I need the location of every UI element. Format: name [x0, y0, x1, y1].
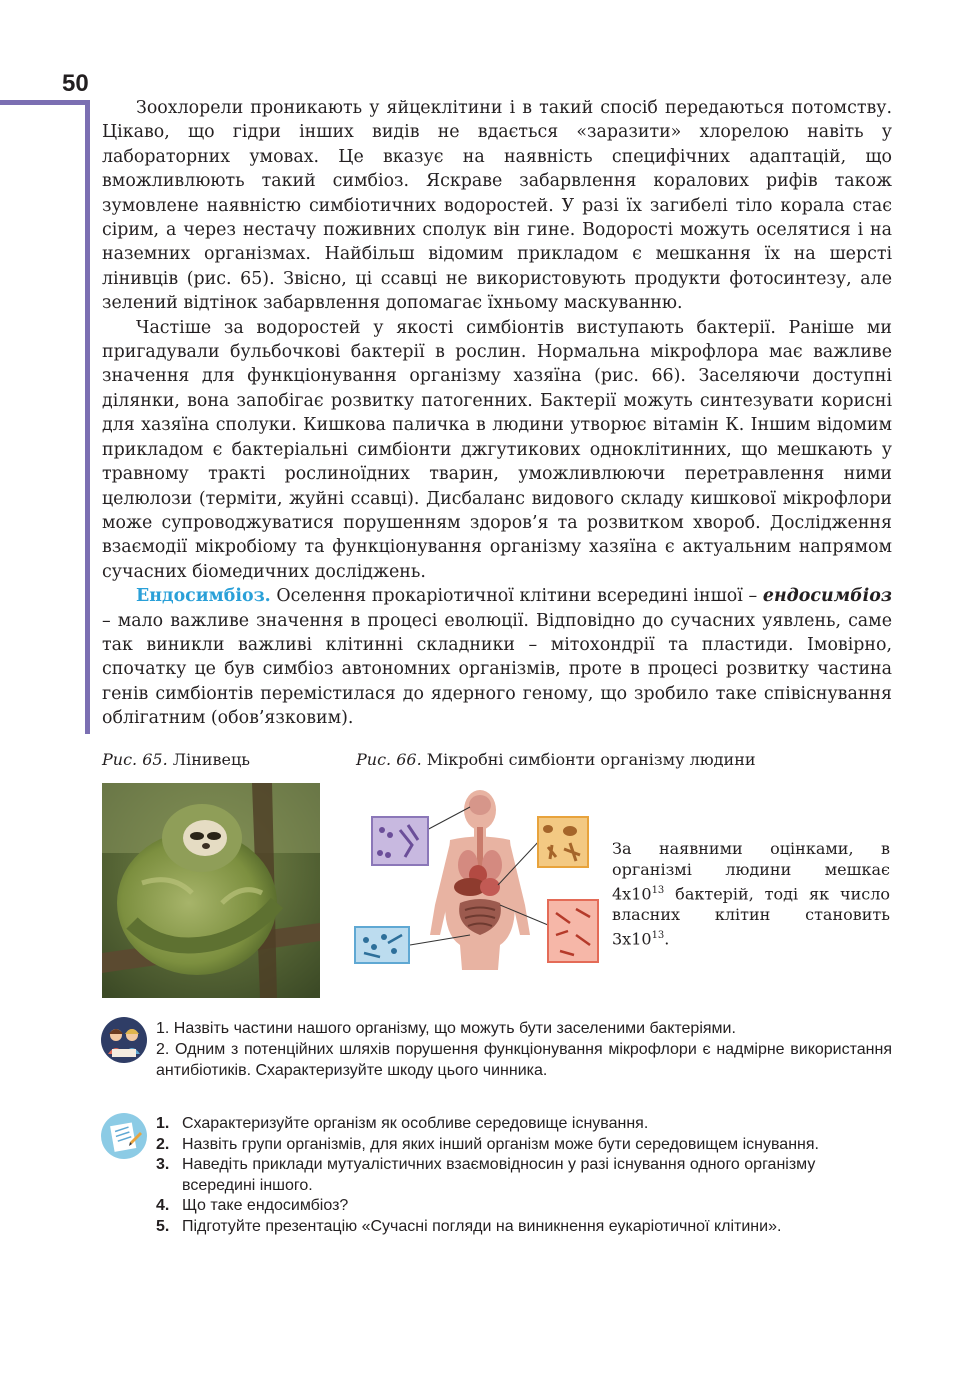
review-questions	[156, 1114, 846, 1237]
microbiome-diagram	[350, 785, 610, 970]
question-item: 3. Наведіть приклади мутуалістичних взаємовідносин у разі існування одного організму всередині іншого.	[156, 1156, 816, 1194]
paragraph-endosymbiosis	[102, 584, 892, 730]
question-item: 2. Назвіть групи організмів, для яких інший організм може бути середовищем існування.	[156, 1135, 819, 1153]
term-italic: ендосимбіоз	[762, 586, 892, 607]
main-text	[102, 96, 892, 731]
discussion-item: 2. Одним з потенційних шляхів порушення функціонування мікрофлори є надмірне використання антибіотиків. Схарактеризуйте шкоду цього чинника.	[156, 1041, 892, 1079]
discussion-tasks	[156, 1018, 892, 1081]
figure-label: Рис. 66.	[356, 750, 422, 769]
microbe-panel-orange	[538, 817, 588, 867]
human-body-figure	[430, 790, 530, 970]
microbe-panel-blue	[355, 927, 409, 963]
figure-65-caption	[102, 750, 250, 769]
accent-bar-horizontal	[0, 100, 90, 105]
discussion-item: 1. Назвіть частини нашого організму, що можуть бути заселеними бактеріями.	[156, 1020, 736, 1037]
discussion-icon	[100, 1016, 148, 1064]
figure-title: Мікробні симбіонти організму людини	[421, 750, 756, 769]
microbe-panel-red	[548, 900, 598, 962]
microbe-panel-purple	[372, 817, 428, 865]
figure-note: За наявними оцінками, в організмі людини мешкає $4x10^{13}$ бактерій, тоді як число власних клітин становить $3x10^{13}$.	[612, 839, 890, 949]
paragraph-text: – мало важливе значення в процесі еволюції. Відповідно до сучасних уявлень, саме так виникли важливі клітинні складники – мітохондрії та пластиди. Імовірно, спочатку це був симбіоз автономних організмів, проте в процесі розвитку частина генів симбіонтів перемістилася до ядерного геному, що зробило таке співіснування облігатним (обов’язковим).	[102, 610, 892, 729]
figure-66-caption	[356, 750, 756, 769]
paragraph: Частіше за водоростей у якості симбіонтів виступають бактерії. Раніше ми пригадували бульбочкові бактерії в рослин. Нормальна мікрофлора має важливе значення для функціонування організму хазяїна (рис. 66). Заселяючи доступні ділянки, вона запобігає розвитку патогенних. Бактерії можуть синтезувати корисні для хазяїна сполуки. Кишкова паличка в людини утворює вітамін К. Іншим відомим прикладом є бактеріальні симбіонти джгутикових одноклітинних, що мешкають у травному тракті рослиноїдних тварин, уможливлюючи перетравлення ними целюлози (терміти, жуйні ссавці). Дисбаланс видового складу кишкової мікрофлори може супроводжуватися порушенням здоров’я та розвитком хвороб. Дослідження взаємодії мікробіому та функціонування організму хазяїна є актуальним напрямом сучасних біомедичних досліджень.	[102, 317, 892, 582]
sloth-photo	[102, 783, 320, 998]
question-item: 1. Схарактеризуйте організм як особливе середовище існування.	[156, 1115, 649, 1132]
figure-title: Лінивець	[167, 750, 251, 769]
notebook-icon	[100, 1112, 148, 1160]
question-item: 5. Підготуйте презентацію «Сучасні погляди на виникнення еукаріотичної клітини».	[156, 1217, 782, 1235]
page-number: 50	[62, 70, 89, 97]
term-heading: Ендосимбіоз.	[136, 586, 271, 607]
paragraph: Зоохлорели проникають у яйцеклітини і в такий спосіб передаються потомству. Цікаво, що гідри інших видів не вдається «заразити» хлорелою навіть у лабораторних умовах. Це вказує на наявність специфічних адаптацій, що вможливлюють такий симбіоз. Яскраве забарвлення коралових рифів також зумовлене наявністю симбіотичних водоростей. У разі їх загибелі тіло корала стає сірим, а через нестачу поживних сполук він гине. Водорості можуть оселятися і на наземних організмах. Найбільш відомим прикладом є мешкання їх на шерсті лінивців (рис. 65). Звісно, ці ссавці не використовують продукти фотосинтезу, але зелений відтінок забарвлення допомагає їхньому маскуванню.	[102, 98, 892, 314]
question-item: 4. Що таке ендосимбіоз?	[156, 1197, 349, 1214]
paragraph-text: Оселення прокаріотичної клітини всередині іншої –	[270, 586, 763, 607]
accent-bar-vertical	[85, 100, 90, 734]
figure-label: Рис. 65.	[102, 750, 168, 769]
